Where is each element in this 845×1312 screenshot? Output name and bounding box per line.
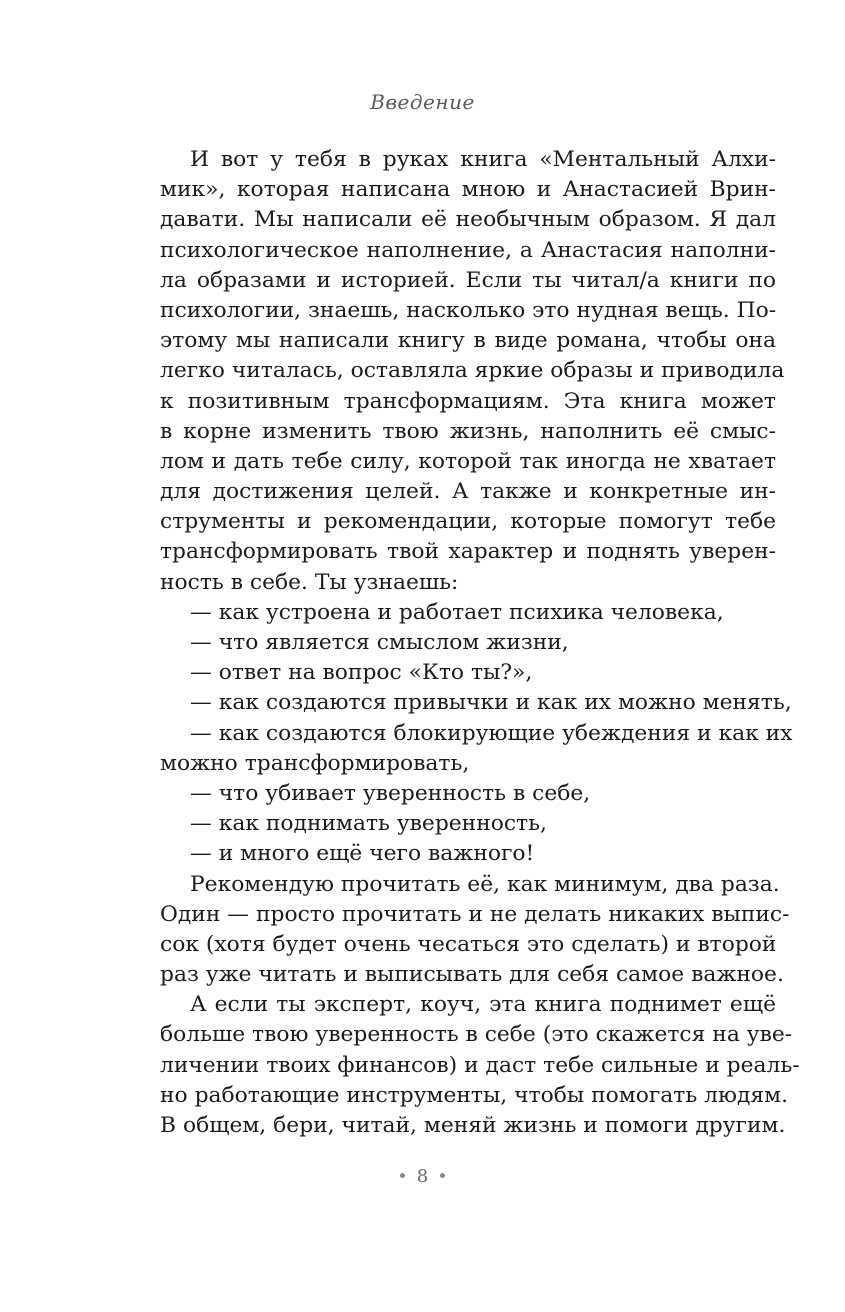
text-line: сок (хотя будет очень чесаться это сделать) и второй bbox=[160, 931, 777, 957]
text-line: психологии, знаешь, насколько это нудная вещь. По- bbox=[160, 297, 777, 323]
list-item: — как создаются блокирующие убеждения и как их bbox=[190, 720, 793, 746]
text-line: личении твоих финансов) и даст тебе сильные и реаль- bbox=[160, 1052, 800, 1078]
list-item: — и много ещё чего важного! bbox=[190, 841, 535, 867]
text-line: в корне изменить твою жизнь, наполнить её смыс- bbox=[160, 418, 776, 444]
text-line: лом и дать тебе силу, которой так иногда не хватает bbox=[160, 448, 776, 474]
list-item: — ответ на вопрос «Кто ты?», bbox=[190, 660, 533, 686]
text-line: ла образами и историей. Если ты читал/а книги по bbox=[160, 267, 776, 293]
text-line: В общем, бери, читай, меняй жизнь и помоги другим. bbox=[160, 1113, 786, 1138]
list-item: — как поднимать уверенность, bbox=[190, 811, 547, 837]
body-text bbox=[160, 145, 800, 1141]
text-line: психологическое наполнение, а Анастасия наполни- bbox=[160, 237, 776, 263]
list-item: — как создаются привычки и как их можно менять, bbox=[190, 690, 792, 716]
running-head: Введение bbox=[370, 90, 475, 114]
text-line: Рекомендую прочитать её, как минимум, два раза. bbox=[190, 871, 780, 897]
text-line: Один — просто прочитать и не делать никаких выпис- bbox=[160, 901, 790, 927]
text-line: но работающие инструменты, чтобы помогать людям. bbox=[160, 1082, 789, 1108]
list-item-continuation: можно трансформировать, bbox=[160, 750, 470, 776]
text-line: больше твою уверенность в себе (это скажется на уве- bbox=[160, 1022, 793, 1048]
text-line: А если ты эксперт, коуч, эта книга поднимет ещё bbox=[190, 992, 776, 1018]
folio-dot-right-icon bbox=[440, 1173, 445, 1178]
text-line: струменты и рекомендации, которые помогут тебе bbox=[160, 509, 776, 535]
list-item: — что убивает уверенность в себе, bbox=[190, 780, 591, 806]
text-line: этому мы написали книгу в виде романа, чтобы она bbox=[160, 328, 776, 354]
text-line: для достижения целей. А также и конкретные ин- bbox=[160, 479, 776, 505]
text-line: давати. Мы написали её необычным образом. Я дал bbox=[160, 207, 776, 233]
text-line: легко читалась, оставляла яркие образы и приводила bbox=[160, 358, 785, 384]
list-item: — как устроена и работает психика человека, bbox=[190, 599, 724, 625]
page-number: 8 bbox=[416, 1166, 429, 1187]
text-line: мик», которая написана мною и Анастасией Врин- bbox=[160, 177, 776, 203]
text-line: к позитивным трансформациям. Эта книга может bbox=[160, 388, 776, 414]
text-line: ность в себе. Ты узнаешь: bbox=[160, 569, 459, 595]
page-number-footer bbox=[0, 1166, 845, 1187]
text-line: трансформировать твой характер и поднять уверен- bbox=[160, 539, 776, 565]
folio-dot-left-icon bbox=[400, 1173, 405, 1178]
text-line: раз уже читать и выписывать для себя самое важное. bbox=[160, 962, 784, 988]
list-item: — что является смыслом жизни, bbox=[190, 630, 569, 655]
text-line: И вот у тебя в руках книга «Ментальный Алхи- bbox=[190, 147, 776, 172]
